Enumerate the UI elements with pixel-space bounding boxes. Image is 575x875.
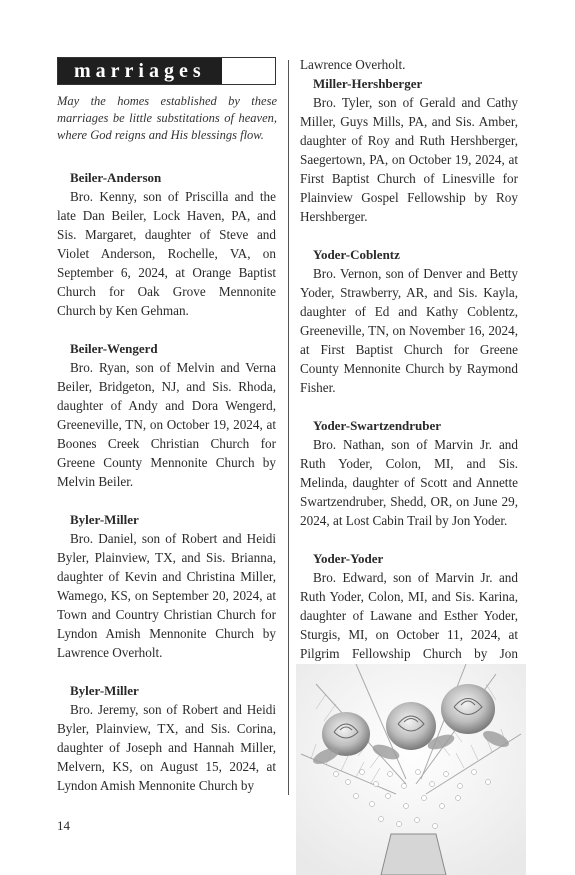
entry-body: Bro. Nathan, son of Marvin Jr. and Ruth Yoder, Colon, MI, and Sis. Melinda, daughter of Scott and Annette Swartzendruber, Shedd, OR, on June 29, 2024, at Lost Cabin Trail by Jon Yoder. [300,437,518,528]
section-header [57,57,276,85]
intro-text: May the homes established by these marriages be little substitations of heaven, where God reigns and His blessings flow. [57,94,277,142]
entry-title: Byler-Miller [70,512,139,527]
entry-title: Byler-Miller [70,683,139,698]
entry-title: Beiler-Anderson [70,170,162,185]
marriage-entry [57,168,276,320]
marriage-entry [57,510,276,662]
marriage-entry [300,416,518,530]
left-column [57,168,276,814]
entry-title: Yoder-Coblentz [313,247,400,262]
entry-body: Bro. Daniel, son of Robert and Heidi Byler, Plainview, TX, and Sis. Brianna, daughter of Kevin and Christina Miller, Wamego, KS, on September 20, 2024, at Town and Country Christian Church for Lyndon Amish Mennonite Church by Lawrence Overholt. [57,531,276,660]
entry-body: Bro. Ryan, son of Melvin and Verna Beiler, Bridgeton, NJ, and Sis. Rhoda, daughter of Andy and Dora Wengerd, Greeneville, TN, on October 19, 2024, at Boones Creek Christian Church for Greene County Mennonite Church by Melvin Beiler. [57,360,276,489]
entry-body: Bro. Tyler, son of Gerald and Cathy Miller, Guys Mills, PA, and Sis. Amber, daughter of Roy and Ruth Hershberger, Saegertown, PA, on October 19, 2024, at First Baptist Church of Linesville for Plainview Gospel Fellowship by Roy Hershberger. [300,95,518,224]
column-divider [288,60,289,795]
section-title: marriages [74,60,206,82]
entry-body: Bro. Jeremy, son of Robert and Heidi Byler, Plainview, TX, and Sis. Corina, daughter of Joseph and Hannah Miller, Melvern, KS, on August 15, 2024, at Lyndon Amish Mennonite Church by [57,702,276,793]
marriage-entry [300,549,518,682]
entry-continuation: Lawrence Overholt. [300,57,406,72]
right-column [300,55,518,701]
marriage-entry [300,245,518,397]
marriage-entry [300,74,518,226]
entry-title: Miller-Hershberger [313,76,423,91]
marriage-entry [57,339,276,491]
page-number: 14 [57,818,70,833]
entry-body: Bro. Vernon, son of Denver and Betty Yoder, Strawberry, AR, and Sis. Kayla, daughter of Ed and Kathy Coblentz, Greeneville, TN, on November 16, 2024, at First Baptist Church for Greene County Mennonite Church by Raymond Fisher. [300,266,518,395]
entry-body: Bro. Kenny, son of Priscilla and the late Dan Beiler, Lock Haven, PA, and Sis. Margaret, daughter of Steve and Violet Anderson, Rochelle, VA, on September 6, 2024, at Orange Baptist Church for Oak Grove Mennonite Church by Ken Gehman. [57,189,276,318]
entry-title: Beiler-Wengerd [70,341,158,356]
entry-body: Bro. Edward, son of Marvin Jr. and Ruth Yoder, Colon, MI, and Sis. Karina, daughter of Lawane and Esther Yoder, Sturgis, MI, on October 11, 2024, at Pilgrim Fellowship Church by Jon [300,570,518,661]
entry-title: Yoder-Swartzendruber [313,418,442,433]
marriage-entry [57,681,276,795]
roses-bouquet-icon [296,664,526,875]
entry-title: Yoder-Yoder [313,551,384,566]
